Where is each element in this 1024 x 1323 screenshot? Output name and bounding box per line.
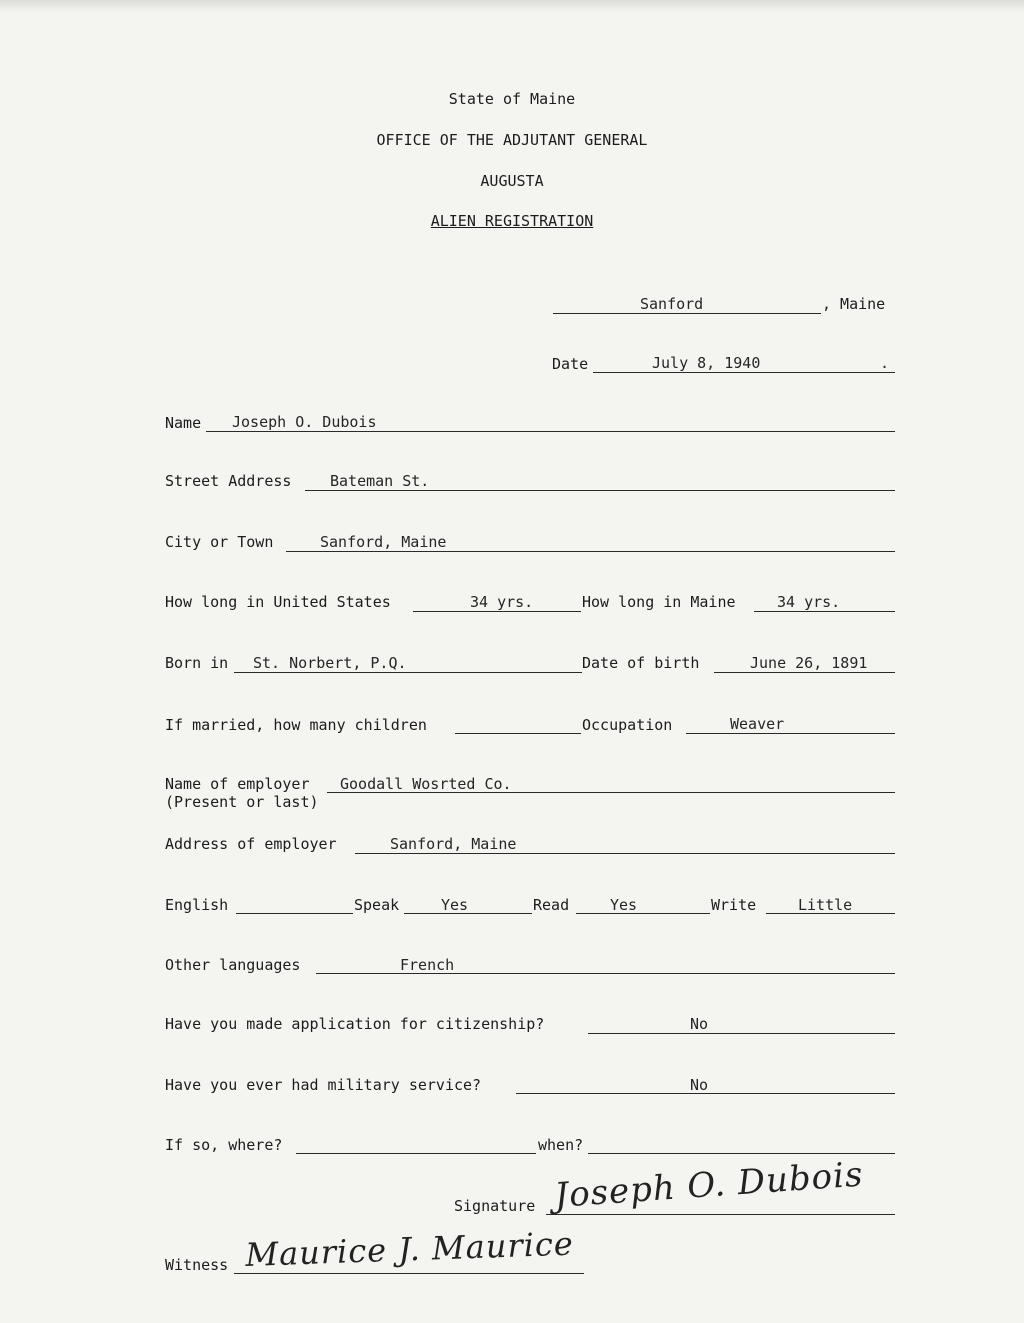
city-line xyxy=(286,551,895,552)
street-line xyxy=(305,490,895,491)
children-line xyxy=(455,733,581,734)
place-line xyxy=(553,313,821,314)
dob-value: June 26, 1891 xyxy=(750,654,868,672)
city-label: City or Town xyxy=(165,533,274,551)
occupation-value: Weaver xyxy=(730,715,785,733)
read-label: Read xyxy=(533,896,570,914)
citizenship-value: No xyxy=(690,1015,709,1033)
born-in-label: Born in xyxy=(165,654,229,672)
dob-line xyxy=(714,672,895,673)
name-label: Name xyxy=(165,414,202,432)
street-value: Bateman St. xyxy=(330,472,430,490)
occupation-line xyxy=(686,733,895,734)
occupation-label: Occupation xyxy=(582,716,673,734)
speak-label: Speak xyxy=(354,896,400,914)
place-town-value: Sanford xyxy=(640,295,704,313)
read-value: Yes xyxy=(610,896,638,914)
us-years-value: 34 yrs. xyxy=(470,593,534,611)
employer-address-label: Address of employer xyxy=(165,835,337,853)
witness-line xyxy=(234,1273,584,1274)
when-label: when? xyxy=(538,1136,584,1154)
date-line xyxy=(593,372,895,373)
name-value: Joseph O. Dubois xyxy=(232,413,377,431)
military-value: No xyxy=(690,1076,709,1094)
employer-address-line xyxy=(355,853,895,854)
speak-value: Yes xyxy=(441,896,469,914)
children-label: If married, how many children xyxy=(165,716,427,734)
header-city: AUGUSTA xyxy=(480,172,544,190)
when-line xyxy=(588,1153,895,1154)
maine-years-value: 34 yrs. xyxy=(777,593,841,611)
employer-label: Name of employer xyxy=(165,775,310,793)
citizenship-line xyxy=(588,1033,895,1034)
witness-handwriting: Maurice J. Maurice xyxy=(244,1224,575,1274)
military-label: Have you ever had military service? xyxy=(165,1076,482,1094)
employer-value: Goodall Wosrted Co. xyxy=(340,775,512,793)
read-line xyxy=(576,913,710,914)
scan-top-edge xyxy=(0,0,1024,12)
us-years-line xyxy=(413,611,581,612)
header-office: OFFICE OF THE ADJUTANT GENERAL xyxy=(376,131,648,149)
date-period: . xyxy=(880,354,890,372)
city-value: Sanford, Maine xyxy=(320,533,447,551)
employer-address-value: Sanford, Maine xyxy=(390,835,517,853)
write-label: Write xyxy=(711,896,757,914)
date-label: Date xyxy=(552,355,589,373)
where-label: If so, where? xyxy=(165,1136,283,1154)
name-line xyxy=(206,431,895,432)
maine-years-line xyxy=(754,611,895,612)
place-state-label: , Maine xyxy=(822,295,886,313)
signature-handwriting: Joseph O. Dubois xyxy=(553,1154,865,1216)
witness-label: Witness xyxy=(165,1256,229,1274)
other-languages-label: Other languages xyxy=(165,956,301,974)
english-line xyxy=(236,913,353,914)
other-languages-value: French xyxy=(400,956,455,974)
date-value: July 8, 1940 xyxy=(652,354,761,372)
signature-line xyxy=(546,1214,895,1215)
us-years-label: How long in United States xyxy=(165,593,391,611)
form-title: ALIEN REGISTRATION xyxy=(430,212,594,230)
born-in-line xyxy=(234,672,582,673)
maine-years-label: How long in Maine xyxy=(582,593,736,611)
where-line xyxy=(296,1153,536,1154)
header-state: State of Maine xyxy=(448,90,576,108)
street-label: Street Address xyxy=(165,472,292,490)
signature-label: Signature xyxy=(454,1197,536,1215)
citizenship-label: Have you made application for citizenship? xyxy=(165,1015,545,1033)
employer-sublabel: (Present or last) xyxy=(165,793,319,811)
dob-label: Date of birth xyxy=(582,654,700,672)
write-value: Little xyxy=(798,896,853,914)
born-in-value: St. Norbert, P.Q. xyxy=(253,654,407,672)
english-label: English xyxy=(165,896,229,914)
